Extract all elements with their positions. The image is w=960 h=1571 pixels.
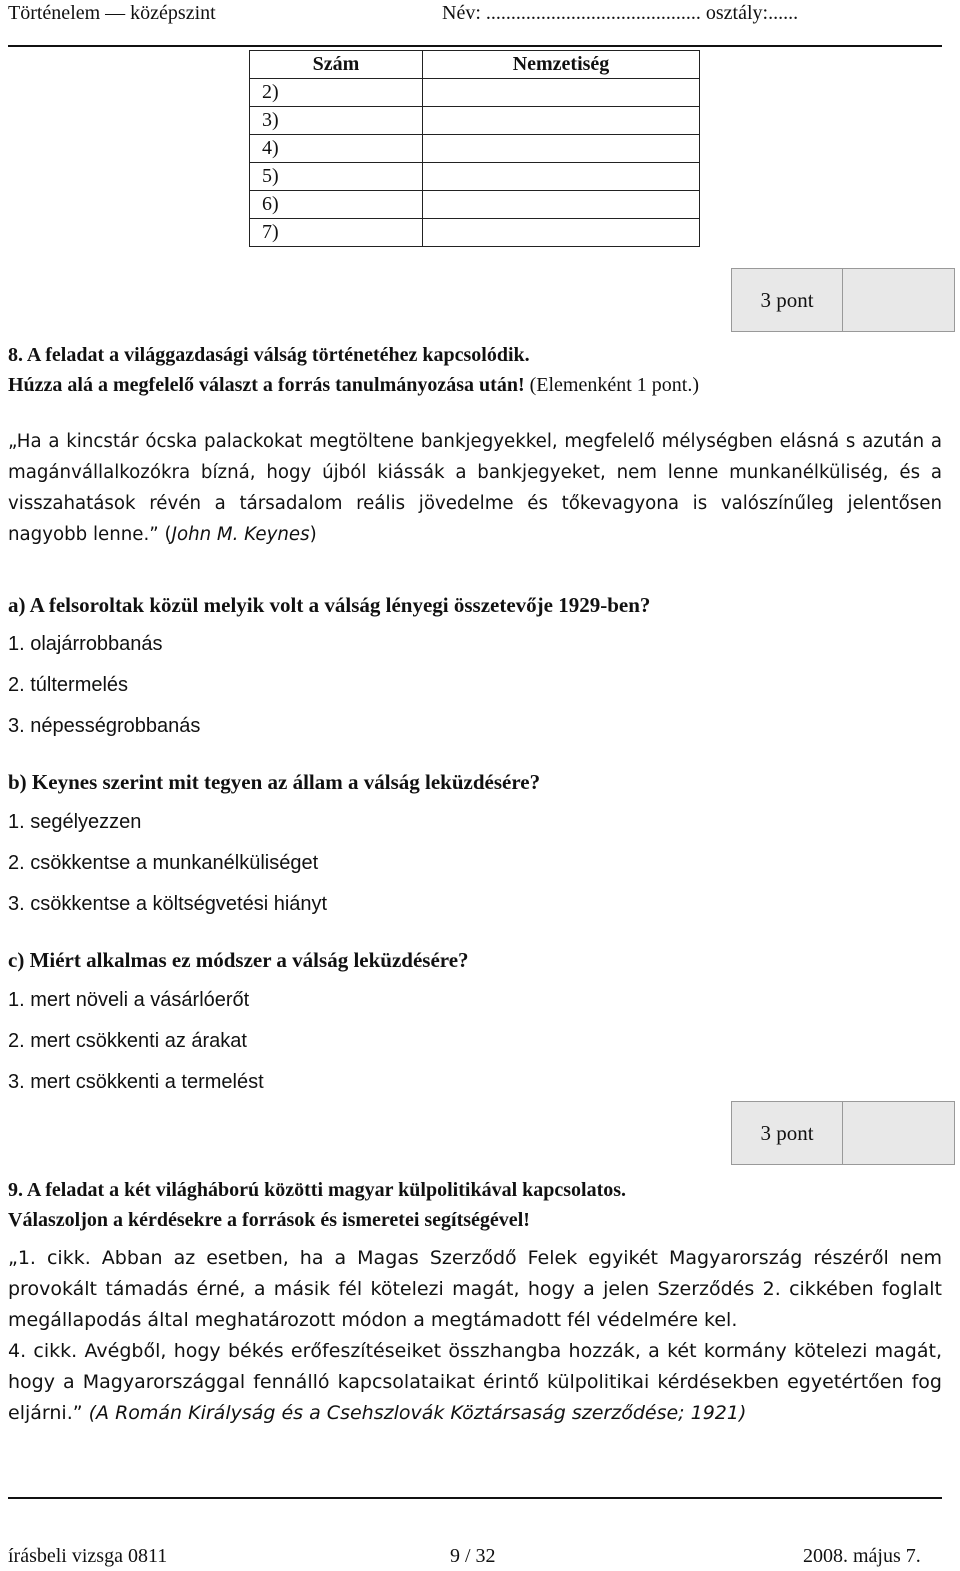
answer-cell[interactable]: [423, 107, 700, 135]
header-rule: [8, 45, 942, 47]
task8-title: [8, 340, 942, 400]
task9-title-line2: Válaszoljon a kérdésekre a források és ismeretei segítségével!: [8, 1209, 530, 1231]
option-c1[interactable]: 1. mert növeli a vásárlóerőt: [8, 989, 250, 1011]
row-number: 5): [250, 163, 423, 191]
answer-cell[interactable]: [423, 163, 700, 191]
answer-cell[interactable]: [423, 191, 700, 219]
task9-title-line1: 9. A feladat a két világháború közötti magyar külpolitikával kapcsolatos.: [8, 1179, 627, 1201]
task8-title-line2: [8, 370, 942, 400]
answer-cell[interactable]: [423, 135, 700, 163]
header-subject: Történelem — középszint: [8, 2, 216, 24]
question-c: c) Miért alkalmas ez módszer a válság leküzdésére?: [8, 948, 469, 972]
treaty-article-1: „1. cikk. Abban az esetben, ha a Magas Szerződő Felek egyikét Magyarország részéről nem provokált támadás érné, a másik fél kötelezi magát, hogy a jelen Szerződés 2. cikkében foglalt megállapodás által meghatározott módon a megtámadott fél védelmére kel.: [8, 1247, 942, 1331]
treaty-source: (A Román Királyság és a Csehszlovák Köztársaság szerződése; 1921): [88, 1402, 747, 1424]
footer-rule: [8, 1497, 942, 1499]
row-number: 3): [250, 107, 423, 135]
option-a3[interactable]: 3. népességrobbanás: [8, 715, 201, 737]
row-number: 7): [250, 219, 423, 247]
footer-page-number: 9 / 32: [450, 1545, 496, 1567]
option-c2[interactable]: 2. mert csökkenti az árakat: [8, 1030, 247, 1052]
question-a: a) A felsoroltak közül melyik volt a válság lényegi összetevője 1929-ben?: [8, 593, 651, 617]
task8-title-line1: 8. A feladat a világgazdasági válság történetéhez kapcsolódik.: [8, 344, 530, 366]
table-row: [250, 163, 700, 191]
task8-points-note: (Elemenként 1 pont.): [524, 374, 700, 396]
task9-title: [8, 1175, 942, 1235]
table-header-number: Szám: [250, 51, 423, 79]
answer-cell[interactable]: [423, 79, 700, 107]
points-score-field[interactable]: [843, 269, 954, 331]
header-name-field: Név: ........................................... osztály:......: [442, 2, 799, 24]
quote-source: (John M. Keynes): [164, 524, 317, 545]
points-box: [731, 268, 955, 332]
keynes-quote: [8, 426, 942, 550]
table-row: [250, 219, 700, 247]
quote-author: John M. Keynes: [171, 524, 310, 545]
option-a1[interactable]: 1. olajárrobbanás: [8, 633, 163, 655]
row-number: 6): [250, 191, 423, 219]
treaty-article-4: [8, 1336, 942, 1429]
table-row: [250, 135, 700, 163]
quote-text: „Ha a kincstár ócska palackokat megtöltene bankjegyekkel, megfelelő mélységben elásná s azután a magánvállalkozókra bízná, hogy újból kiássák a bankjegyeket, nem lenne munkanélküliség, és a visszahatások révén a társadalom reális jövedelme és tőkevagyona is valószínűleg jelentősen nagyobb lenne.”: [8, 431, 942, 545]
option-b1[interactable]: 1. segélyezzen: [8, 811, 142, 833]
option-c3[interactable]: 3. mert csökkenti a termelést: [8, 1071, 264, 1093]
table-row: [250, 107, 700, 135]
nationality-table: [249, 50, 700, 247]
points-box: [731, 1101, 955, 1165]
points-label: 3 pont: [732, 1102, 843, 1164]
table-header-row: [250, 51, 700, 79]
table-header-nationality: Nemzetiség: [423, 51, 700, 79]
question-b: b) Keynes szerint mit tegyen az állam a válság leküzdésére?: [8, 770, 541, 794]
row-number: 4): [250, 135, 423, 163]
task8-instruction: Húzza alá a megfelelő választ a forrás tanulmányozása után!: [8, 374, 525, 396]
answer-cell[interactable]: [423, 219, 700, 247]
option-b2[interactable]: 2. csökkentse a munkanélküliséget: [8, 852, 319, 874]
table-row: [250, 191, 700, 219]
option-b3[interactable]: 3. csökkentse a költségvetési hiányt: [8, 893, 328, 915]
row-number: 2): [250, 79, 423, 107]
footer-exam-code: írásbeli vizsga 0811: [8, 1545, 168, 1567]
points-label: 3 pont: [732, 269, 843, 331]
points-score-field[interactable]: [843, 1102, 954, 1164]
footer-date: 2008. május 7.: [803, 1545, 921, 1567]
table-row: [250, 79, 700, 107]
option-a2[interactable]: 2. túltermelés: [8, 674, 129, 696]
treaty-quote: [8, 1243, 942, 1429]
treaty-article-4-text: 4. cikk. Avégből, hogy békés erőfeszítéseiket összhangba hozzák, a két kormány kötelezi magát, hogy a Magyarországgal fennálló kapcsolataikat érintő külpolitikai kérdésekben egyetértően fog eljárni.”: [8, 1340, 942, 1424]
